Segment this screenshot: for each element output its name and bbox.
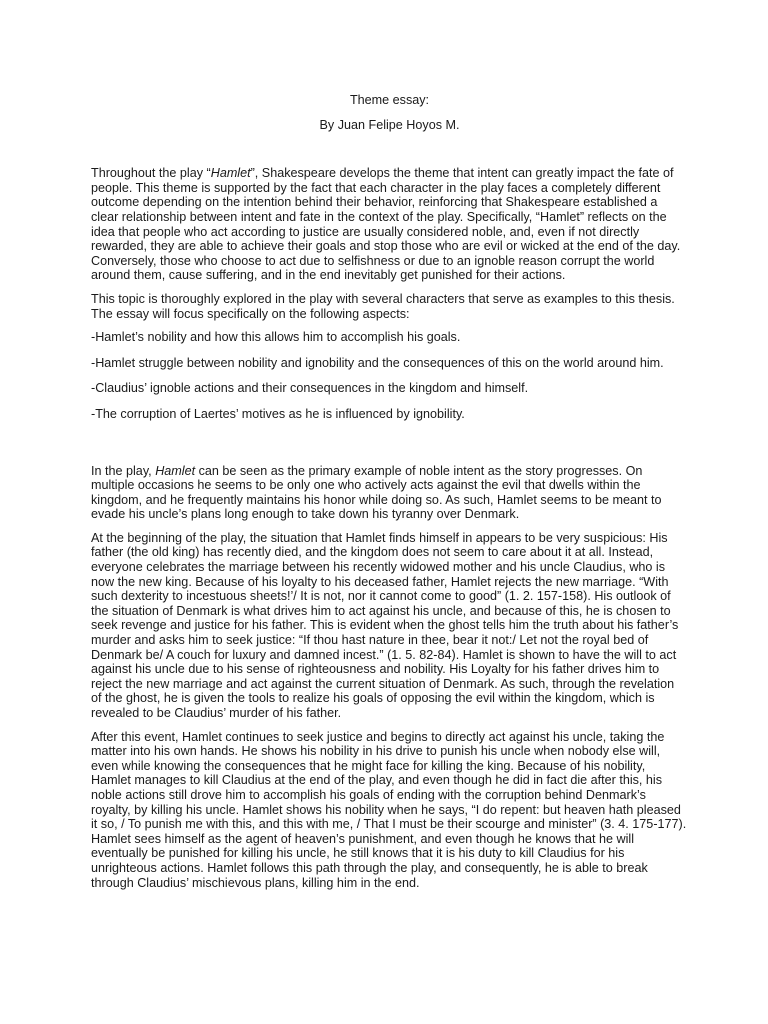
play-title-italic: Hamlet [155,463,196,478]
essay-author: By Juan Felipe Hoyos M. [319,117,460,132]
aspect-item: -The corruption of Laertes’ motives as he is influenced by ignobility. [91,406,465,421]
intro-paragraph-1 [91,166,688,283]
play-title-italic: Hamlet [210,166,251,181]
body-paragraph-1 [91,464,688,522]
intro-text-b: ”, Shakespeare develops the theme that intent can greatly impact the fate of people. This theme is supported by the fact that each character in the play faces a completely different outcome depending on the intention behind their behavior, reinforcing that Shakespeare established a clear relationship between intent and fate in the context of the play. Specifically, “Hamlet” reflects on the idea that people who act according to justice are usually considered noble, and, even if not directly rewarded, they are able to achieve their goals and stop those who are evil or wicked at the end of the day. Conversely, those who choose to act due to selfishness or due to an ignoble reason corrupt the world around them, cause suffering, and in the end inevitably get punished for their actions. [91,166,681,283]
body-paragraph-2: At the beginning of the play, the situation that Hamlet finds himself in appears to be very suspicious: His father (the old king) has recently died, and the kingdom does not seem to care about it at all. Instead, everyone celebrates the marriage between his recently widowed mother and his uncle Claudius, who is now the new king. Because of his loyalty to his deceased father, Hamlet rejects the new marriage. “With such dexterity to incestuous sheets!’/ It is not, nor it cannot come to good” (1. 2. 157-158). His outlook of the situation of Denmark is what drives him to act against his uncle, and because of this, he is chosen to seek revenge and justice for his father. This is evident when the ghost tells him the truth about his father’s murder and asks him to seek justice: “If thou hast nature in thee, bear it not:/ Let not the royal bed of Denmark be/ A couch for luxury and damned incest.” (1. 5. 82-84). Hamlet is shown to have the will to act against his uncle due to his sense of righteousness and nobility. His Loyalty for his father drives him to reject the new marriage and act against the current situation of Denmark. As such, through the revelation of the ghost, he is given the tools to realize his goals of opposing the evil within the kingdom, which is revealed to be Claudius’ murder of his father. [91,530,679,720]
intro-text-a: Throughout the play “ [91,166,211,181]
body-text-a: In the play, [91,463,156,478]
aspect-item: -Hamlet’s nobility and how this allows him to accomplish his goals. [91,330,461,345]
section-spacer [91,433,688,464]
body-text-b: can be seen as the primary example of noble intent as the story progresses. On multiple occasions he seems to be only one who actively acts against the evil that dwells within the kingdom, and he frequently maintains his honor while doing so. As such, Hamlet seems to be meant to evade his uncle’s plans long enough to take down his tyranny over Denmark. [91,463,662,522]
essay-title: Theme essay: [349,93,430,107]
aspect-item: -Claudius’ ignoble actions and their consequences in the kingdom and himself. [91,381,529,396]
aspect-item: -Hamlet struggle between nobility and ignobility and the consequences of this on the world around him. [91,355,664,370]
intro-paragraph-2: This topic is thoroughly explored in the play with several characters that serve as examples to this thesis. The essay will focus specifically on the following aspects: [91,291,675,321]
body-paragraph-3: After this event, Hamlet continues to seek justice and begins to directly act against his uncle, taking the matter into his own hands. He shows his nobility in his drive to punish his uncle when nobody else will, even while knowing the consequences that he might face for killing the king. Because of his nobility, Hamlet manages to kill Claudius at the end of the play, and even though he did in fact die after this, his noble actions still drove him to accomplish his goals of ending with the corruption behind Denmark’s royalty, by killing his uncle. Hamlet shows his nobility when he says, “I do repent: but heaven hath pleased it so, / To punish me with this, and this with me, / That I must be their scourge and minister” (3. 4. 175-177). Hamlet sees himself as the agent of heaven’s punishment, and even though he knows that he will eventually be punished for killing his uncle, he still knows that it is his duty to kill Claudius for his unrighteous actions. Hamlet follows this path through the play, and consequently, he is able to break through Claudius’ mischievous plans, killing him in the end. [91,729,687,890]
